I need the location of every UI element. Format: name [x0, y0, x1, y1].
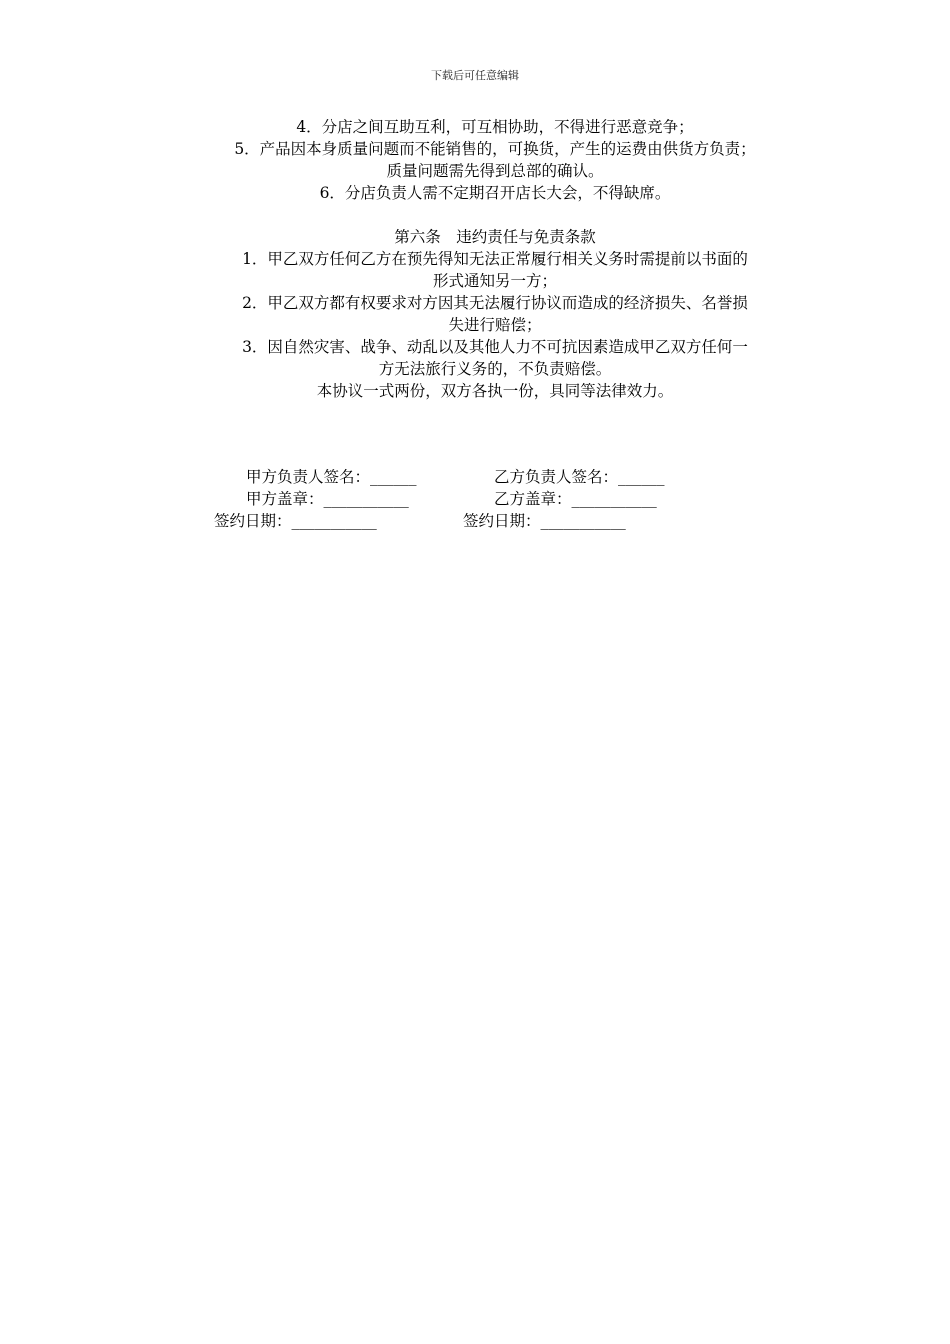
article-6-item-1-cont: 形式通知另一方；: [432, 272, 557, 290]
party-b-date: 签约日期：___________: [463, 512, 626, 530]
clause-5-cont: 质量问题需先得到总部的确认。: [386, 162, 604, 180]
party-a-signature: 甲方负责人签名：______: [246, 468, 417, 486]
page-header: 下载后可任意编辑: [431, 69, 519, 82]
clause-5: 5．产品因本身质量问题而不能销售的，可换货，产生的运费由供货方负责；: [234, 140, 756, 158]
party-a-seal: 甲方盖章：___________: [246, 490, 409, 508]
party-a-date: 签约日期：___________: [214, 512, 377, 530]
copies-statement: 本协议一式两份，双方各执一份，具同等法律效力。: [316, 382, 674, 400]
article-6-item-3: 3．因自然灾害、战争、动乱以及其他人力不可抗因素造成甲乙双方任何一: [242, 338, 748, 356]
article-6-item-2-cont: 失进行赔偿；: [448, 316, 542, 334]
party-b-signature: 乙方负责人签名：______: [494, 468, 665, 486]
article-6-title: 第六条 违约责任与免责条款: [394, 228, 596, 246]
party-b-seal: 乙方盖章：___________: [494, 490, 657, 508]
article-6-item-1: 1．甲乙双方任何乙方在预先得知无法正常履行相关义务时需提前以书面的: [242, 250, 748, 268]
clause-4: 4．分店之间互助互利，可互相协助，不得进行恶意竞争；: [296, 118, 694, 136]
clause-6: 6．分店负责人需不定期召开店长大会，不得缺席。: [319, 184, 671, 202]
article-6-item-3-cont: 方无法旅行义务的，不负责赔偿。: [378, 360, 612, 378]
article-6-item-2: 2．甲乙双方都有权要求对方因其无法履行协议而造成的经济损失、名誉损: [242, 294, 748, 312]
